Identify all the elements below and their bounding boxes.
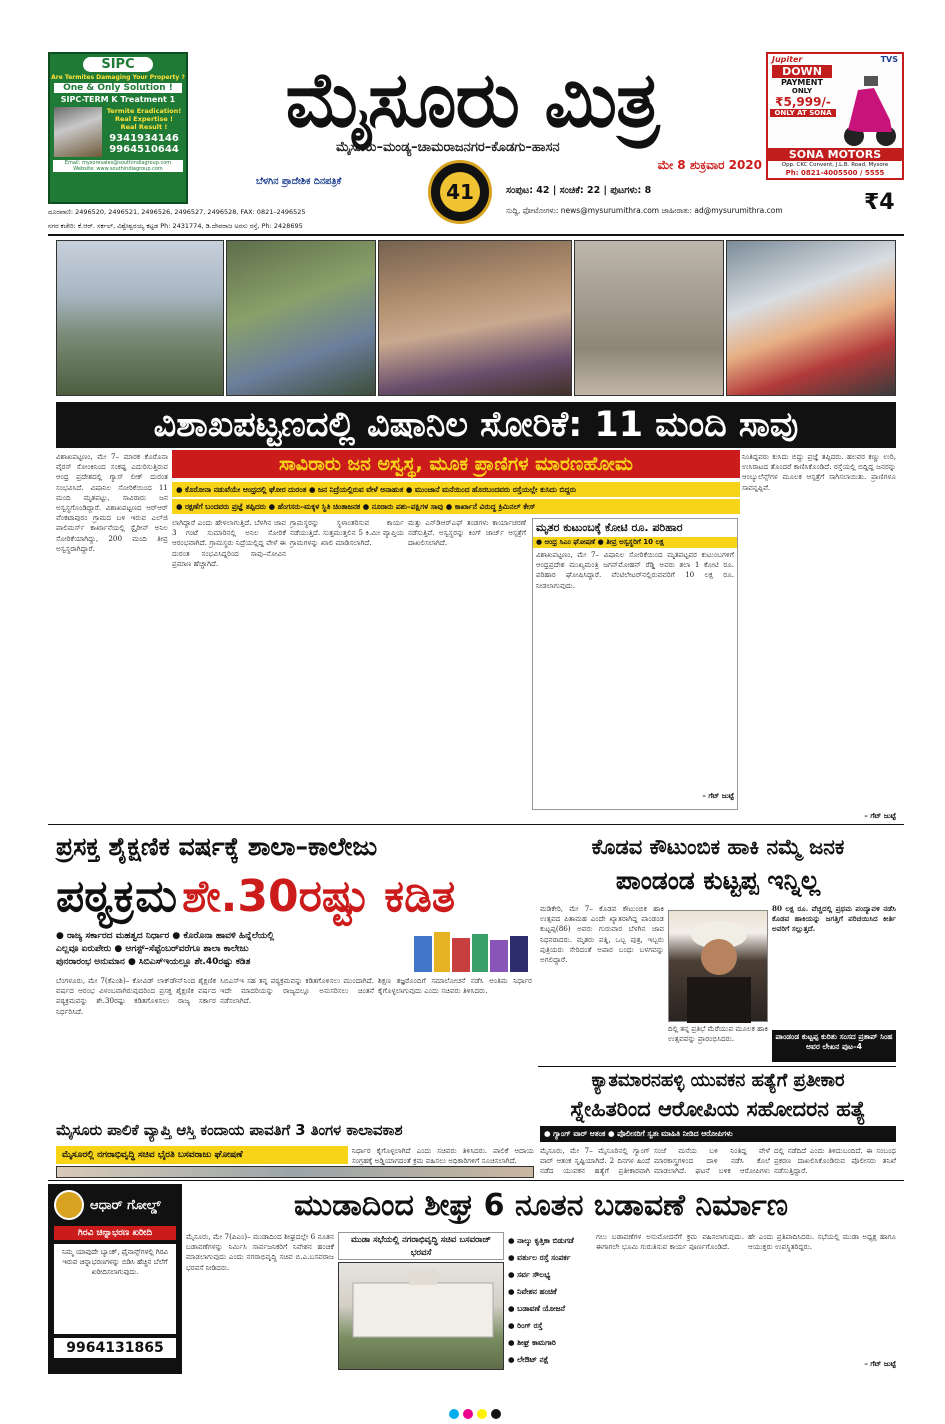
story6-list xyxy=(508,1232,592,1370)
lead-sidebox-sub: ● ಆಂಧ್ರ ಸಿಎಂ ಘೋಷಣೆ ● ತೀವ್ರ ಅಸ್ವಸ್ಥರಿಗೆ 10 ಲಕ್ಷ xyxy=(533,537,737,548)
story6-col-3: ಹೇ ಎಂದು ಪ್ರತಿಪಾದಿಸಿದರು. ಸಭೆಯಲ್ಲಿ ಮುಡಾ ಅಧ್ಯಕ್ಷ ಹಾಗೂ ಆಯುಕ್ತರು ಉಪಸ್ಥಿತರಿದ್ದರು. xyxy=(748,1232,896,1252)
story3-headline-2: ಪಾಂಡಂಡ ಕುಟ್ಟಪ್ಪ ಇನ್ನಿಲ್ಲ xyxy=(615,866,821,895)
ad-left-line6: Real Result ! xyxy=(120,123,168,131)
rule-after-lead xyxy=(48,824,904,825)
rule-story6 xyxy=(48,1180,904,1181)
ad-right-brand1: Jupiter xyxy=(772,55,803,64)
ad-right-phone: Ph: 0821-4005500 / 5555 xyxy=(785,169,885,177)
anniversary-number: 41 xyxy=(440,172,480,212)
story2-bullet-3: ಪುನರಾರಂಭ ಅನುಮಾನ ● ಸಿಬಿಎಸ್‌ಇಯಲ್ಲೂ ಶೇ.40ರಷ್ಟು ಕಡಿತ xyxy=(56,957,251,967)
ad-right-line2: PAYMENT xyxy=(781,78,823,87)
story6-list-item: ● ನಾಲ್ಕು ಕೃತ್ತಿಕಾ ಬಿಡುಗಡೆ xyxy=(508,1236,574,1245)
masthead-date: ಮೇ 8 ಶುಕ್ರವಾರ 2020 xyxy=(657,158,762,172)
story2-col-3: ಶಿಕ್ಷಣ ತಜ್ಞರೊಂದಿಗೆ ಸಮಾಲೋಚನೆ ನಡೆಸಿ ಅಂತಿಮ ನಿರ್ಧಾರ ಕೈಗೊಳ್ಳಲಾಗುವುದು ಎಂದು ಸಚಿವರು ತಿಳಿಸಿದರು. xyxy=(378,976,532,996)
lead-photo-2 xyxy=(226,240,376,396)
ad-bottom-title: ಆಧಾರ್ ಗೋಲ್ಡ್ xyxy=(90,1197,161,1213)
story2-col-2: ಸಿಬಿಎಸ್‌ಇ ಸಹ ತನ್ನ ಪಠ್ಯಕ್ರಮವನ್ನು ಕಡಿತಗೊಳಿಸಲು ಮುಂದಾಗಿದೆ. ಇದೇ ಮಾದರಿಯನ್ನು ರಾಜ್ಯದಲ್ಲೂ ಅನುಸರಿಸಲು ಚಿಂತನೆ ನಡೆಸಲಾಗಿದೆ. xyxy=(220,976,374,1006)
story3-headline-1: ಕೊಡವ ಕೌಟುಂಬಿಕ ಹಾಕಿ ನಮ್ಮೆ ಜನಕ xyxy=(591,835,845,859)
ad-left-line5: Real Expertise ! xyxy=(114,115,174,123)
lead-headline: ವಿಶಾಖಪಟ್ಟಣದಲ್ಲಿ ವಿಷಾನಿಲ ಸೋರಿಕೆ: 11 ಮಂದಿ ಸಾವು xyxy=(153,405,799,445)
story6-photo xyxy=(338,1262,504,1370)
ad-bottom-gold[interactable] xyxy=(48,1184,182,1374)
ad-right-scooter xyxy=(840,70,898,148)
story4-kicker: ಕ್ಯಾತಮಾರನಹಳ್ಳಿ ಯುವಕನ ಹತ್ಯೆಗೆ ಪ್ರತೀಕಾರ xyxy=(591,1070,845,1091)
story6-list-item: ● ನಿವೇಶನ ಹಂಚಿಕೆ xyxy=(508,1287,557,1296)
ad-right-dealer: SONA MOTORS xyxy=(768,148,902,161)
lead-bullets-1: ● ಕೊರೋನಾ ನಡುವೆಯೇ ಆಂಧ್ರದಲ್ಲಿ ಘೋರ ದುರಂತ ● ಜನ ನಿದ್ರೆಯಲ್ಲಿರುವ ವೇಳೆ ಅನಾಹುತ ● ಮುಂಜಾನೆ ಮನೆಯಿಂದ ಹೊರಬಂದವರು ರಸ್ತೆಯಲ್ಲೇ ಕುಸಿದು ಬಿದ್ದರು xyxy=(172,482,740,497)
lead-right-col xyxy=(742,452,896,820)
ad-right-tvs[interactable] xyxy=(766,52,904,180)
story5-col-1: ನಿರ್ಧಾರ ಕೈಗೊಳ್ಳಲಾಗಿದೆ ಎಂದು ಸಚಿವರು ತಿಳಿಸಿದರು. ಪಾಲಿಕೆ ಆದಾಯ ಸಂಗ್ರಹಕ್ಕೆ ಅಡ್ಡಿಯಾಗದಂತೆ ಕ್ರಮ ವಹಿಸಲು ಅಧಿಕಾರಿಗಳಿಗೆ ಸೂಚಿಸಲಾಗಿದೆ. xyxy=(352,1146,534,1166)
ad-left-brand: SIPC xyxy=(83,57,153,72)
story6-col-2: ಗಲು ಬಡಾವಣೆಗಳ ಅನುಮೋದನೆಗೆ ಕ್ರಮ ವಹಿಸಲಾಗುವುದು. ಈಗಾಗಲೇ ಭೂಮಿ ಗುರುತಿಸುವ ಕಾರ್ಯ ಪೂರ್ಣಗೊಂಡಿದೆ. xyxy=(596,1232,744,1252)
gold-logo-icon xyxy=(54,1190,84,1220)
story2-headline-b: ಶೇ.30ರಷ್ಟು ಕಡಿತ xyxy=(182,871,456,922)
story2-headline xyxy=(56,868,532,926)
story6-list-item: ● ಬಡಾವಣೆ ಯೋಜನೆ xyxy=(508,1304,566,1313)
lead-photo-1 xyxy=(56,240,224,396)
lead-col-4: ಮತ್ತು ಎನ್‌ಡಿಆರ್‌ಎಫ್ ತಂಡಗಳು ಕಾರ್ಯಾಚರಣೆ ನಡೆಸುತ್ತಿವೆ. ಅಸ್ವಸ್ಥರನ್ನು ಕಿಂಗ್ ಜಾರ್ಜ್ ಆಸ್ಪತ್ರೆಗೆ ದಾಖಲಿಸಲಾಗಿದೆ. xyxy=(408,518,526,548)
ad-right-line4: ONLY AT SONA xyxy=(770,109,836,117)
ad-left-email: Email: mysoresales@southindiagroup.com xyxy=(53,160,183,166)
lead-sidebox-title: ಮೃತರ ಕುಟುಂಬಕ್ಕೆ ಕೋಟಿ ರೂ. ಪರಿಹಾರ xyxy=(536,521,683,534)
masthead-contact: ಸುದ್ದಿ, ಫೋಟೋಗಳು: news@mysurumithra.com ಜಾಹೀರಾತು: ad@mysurumithra.com xyxy=(506,206,783,215)
story2-bullet-2: ಎಲ್ಲವೂ ಏರುಪೇರು ● ಆಗಸ್ಟ್–ಸೆಪ್ಟೆಂಬರ್‌ವರೆಗೂ ಶಾಲಾ ಕಾಲೇಜು xyxy=(56,944,249,954)
lead-right-text: ನಿಂತಿದ್ದವರು ಕುಸಿದು ಬಿದ್ದು ಪ್ರಜ್ಞೆ ತಪ್ಪಿದರು. ಹಲವರ ಕಣ್ಣು ಉರಿ, ಉಸಿರಾಟದ ತೊಂದರೆ ಕಾಣಿಸಿಕೊಂಡಿದೆ. ರಸ್ತೆಯಲ್ಲಿ ಬಿದ್ದಿದ್ದ ಜನರನ್ನು ಆಂಬ್ಯುಲೆನ್ಸ್‌ಗಳ ಮೂಲಕ ಆಸ್ಪತ್ರೆಗೆ ಸಾಗಿಸಲಾಯಿತು. ಪ್ರಾಣಿಗಳೂ ಸಾವನ್ನಪ್ಪಿವೆ. xyxy=(742,452,896,492)
story2-books-image xyxy=(410,930,532,972)
masthead-rule xyxy=(48,234,904,236)
masthead-phones: ದೂರವಾಣಿ: 2496520, 2496521, 2496526, 2496527, 2496528, FAX: 0821–2496525 xyxy=(48,208,306,216)
lead-headline-bar xyxy=(56,402,896,448)
ad-left-phone1: 9341934146 xyxy=(109,133,179,144)
story3-caption: ದಿಲ್ಲಿ ತನ್ನ ಪ್ರತಿಭೆ ಮೆರೆಯುವ ಮೂಲಕ ಹಾಕಿ ಉತ್ಸವವನ್ನು ಪ್ರಾರಂಭಿಸಿದರು. xyxy=(668,1024,768,1044)
ad-bottom-text: ನಿಮ್ಮ ಯಾವುದೇ ಬ್ಯಾಂಕ್, ಫೈನಾನ್ಸ್‌ಗಳಲ್ಲಿ ಗಿರವಿ ಇರುವ ಚಿನ್ನಾಭರಣಗಳನ್ನು ಬಿಡಿಸಿ ಹೆಚ್ಚಿನ ಬೆಲೆಗೆ ಖರೀದಿಸಲಾಗುವುದು. xyxy=(54,1244,176,1334)
ad-left-image xyxy=(54,107,102,157)
lead-photo-3 xyxy=(378,240,572,396)
ad-right-line1: DOWN xyxy=(772,65,832,78)
story6-list-item: ● ರಿಂಗ್ ರಸ್ತೆ xyxy=(508,1321,543,1330)
lead-subhead: ಸಾವಿರಾರು ಜನ ಅಸ್ವಸ್ಥ, ಮೂಕ ಪ್ರಾಣಿಗಳ ಮಾರಣಹೋಮ xyxy=(279,453,633,475)
story5-photo xyxy=(56,1166,534,1178)
ad-left-line4: Termite Eradication! xyxy=(106,107,182,115)
ad-right-brand2: TVS xyxy=(880,55,898,64)
story2-bullet-1: ● ರಾಜ್ಯ ಸರ್ಕಾರದ ಮಹತ್ವದ ನಿರ್ಧಾರ ● ಕೊರೊನಾ ಹಾವಳಿ ಹಿನ್ನೆಲೆಯಲ್ಲಿ xyxy=(56,931,275,941)
ad-left-line1: Are Termites Damaging Your Property ? xyxy=(51,74,185,81)
lead-col-1: ವಿಶಾಖಪಟ್ಟಣಂ, ಮೇ 7– ಮಾರಕ ಕೊರೊನಾ ವೈರಸ್ ಸೋಂಕಿನಿಂದ ಸಂಕಷ್ಟ ಎದುರಿಸುತ್ತಿರುವ ಆಂಧ್ರ ಪ್ರದೇಶದಲ್ಲಿ ಗ್ಯಾಸ್ ಲೀಕ್ ದುರಂತ ಸಂಭವಿಸಿದೆ. ವಿಷಾನಿಲ ಸೋರಿಕೆಯಿಂದ 11 ಮಂದಿ ಮೃತಪಟ್ಟು, ಸಾವಿರಾರು ಜನ ಅಸ್ವಸ್ಥಗೊಂಡಿದ್ದಾರೆ. ವಿಶಾಖಪಟ್ಟಣದ ಆರ್‌ಆರ್ ವೆಂಕಟಾಪುರಂ ಗ್ರಾಮದ ಬಳಿ ಇರುವ ಎಲ್‌ಜಿ ಪಾಲಿಮರ್ಸ್ ಕಾರ್ಖಾನೆಯಲ್ಲಿ ಸ್ಟೈರೀನ್ ಅನಿಲ ಸೋರಿಕೆಯಾಗಿದ್ದು, 200 ಮಂದಿ ತೀವ್ರ ಅಸ್ವಸ್ಥರಾಗಿದ್ದಾರೆ. xyxy=(56,452,168,553)
lead-sidebox-text: ವಿಶಾಖಪಟ್ಟಣಂ, ಮೇ 7– ವಿಷಾನಿಲ ಸೋರಿಕೆಯಿಂದ ಮೃತಪಟ್ಟವರ ಕುಟುಂಬಗಳಿಗೆ ಆಂಧ್ರಪ್ರದೇಶ ಮುಖ್ಯಮಂತ್ರಿ ಜಗನ್‌ಮೋಹನ್ ರೆಡ್ಡಿ ಅವರು ತಲಾ 1 ಕೋಟಿ ರೂ. ಪರಿಹಾರ ಘೋಷಿಸಿದ್ದಾರೆ. ವೆಂಟಿಲೇಟರ್‌ನಲ್ಲಿರುವವರಿಗೆ 10 ಲಕ್ಷ ರೂ. ನೀಡಲಾಗುವುದು. xyxy=(536,550,734,590)
masthead-subtitle: ಮೈಸೂರು–ಮಂಡ್ಯ–ಚಾಮರಾಜನಗರ–ಕೊಡಗು–ಹಾಸನ xyxy=(336,140,560,155)
story6-headline: ಮುಡಾದಿಂದ ಶೀಘ್ರ 6 ನೂತನ ಬಡಾವಣೆ ನಿರ್ಮಾಣ xyxy=(294,1188,788,1223)
lead-photo-5 xyxy=(726,240,896,396)
ad-bottom-phone: 9964131865 xyxy=(54,1338,176,1358)
lead-sidebox xyxy=(532,518,738,810)
lead-right-byline: – ಗೆಟ್ ಜುಟ್ಟೆ xyxy=(864,812,896,820)
price: ₹4 xyxy=(864,190,895,215)
lead-sidebox-byline: – ಗೆಟ್ ಜುಟ್ಟೆ xyxy=(702,792,734,800)
story6-byline: – ಗೆಟ್ ಜುಟ್ಟೆ xyxy=(864,1360,896,1368)
color-registration-marks xyxy=(420,1404,530,1416)
story6-photo-caption: ಮುಡಾ ಸಭೆಯಲ್ಲಿ ನಗರಾಭಿವೃದ್ಧಿ ಸಚಿವ ಬಸವರಾಜ್ ಭರವಸೆ xyxy=(338,1232,504,1260)
ad-left-line3: SIPC-TERM K Treatment 1 xyxy=(60,95,176,104)
story4-headline: ಸ್ನೇಹಿತರಿಂದ ಆರೋಪಿಯ ಸಹೋದರನ ಹತ್ಯೆ xyxy=(570,1097,866,1121)
story3-portrait xyxy=(668,910,768,1022)
lead-col-3: ಗ್ರಾಮಸ್ಥರನ್ನು ಸ್ಥಳಾಂತರಿಸುವ ಕಾರ್ಯ ನಡೆಯುತ್ತಿದೆ. ಸುತ್ತಮುತ್ತಲಿನ 5 ಕಿ.ಮೀ ವ್ಯಾಪ್ತಿಯ ಗ್ರಾಮಗಳನ್ನು ಖಾಲಿ ಮಾಡಿಸಲಾಗಿದೆ. xyxy=(290,518,404,548)
story3-text: ಮಡಿಕೇರಿ, ಮೇ 7– ಕೊಡವ ಕೌಟುಂಬಿಕ ಹಾಕಿ ಉತ್ಸವದ ಪಿತಾಮಹ ಎಂದೇ ಖ್ಯಾತರಾಗಿದ್ದ ಪಾಂಡಂಡ ಕುಟ್ಟಪ್ಪ(86) ಅವರು ಗುರುವಾರ ಬೆಳಗಿನ ಜಾವ ನಿಧನರಾದರು. ಮೃತರು ಪತ್ನಿ, ಒಬ್ಬ ಪುತ್ರ, ಇಬ್ಬರು ಪುತ್ರಿಯರು ಸೇರಿದಂತೆ ಅಪಾರ ಬಂಧು ಬಳಗವನ್ನು ಅಗಲಿದ್ದಾರೆ. xyxy=(540,904,664,965)
masthead-title: ಮೈಸೂರು ಮಿತ್ರ xyxy=(285,55,659,144)
ad-left-line2: One & Only Solution ! xyxy=(54,83,182,93)
masthead-tagline: ಬೆಳಗಿನ ಪ್ರಾದೇಶಿಕ ದಿನಪತ್ರಿಕೆ xyxy=(256,176,342,187)
issue-info: ಸಂಪುಟ: 42 | ಸಂಚಿಕೆ: 22 | ಪುಟಗಳು: 8 xyxy=(506,185,652,196)
ad-left-web: Website: www.southindiagroup.com xyxy=(53,166,183,172)
story2-col-1: ಬೆಂಗಳೂರು, ಮೇ 7(ಕೆಎಂಶಿ)– ಕೋವಿಡ್ ಲಾಕ್‌ಡೌನ್‌ನಿಂದ ಶೈಕ್ಷಣಿಕ ವರ್ಷದ ಆರಂಭ ವಿಳಂಬವಾಗಿರುವುದರಿಂದ ಪ್ರಸಕ್ತ ಶೈಕ್ಷಣಿಕ ವರ್ಷದ ಪಠ್ಯಕ್ರಮವನ್ನು ಶೇ.30ರಷ್ಟು ಕಡಿತಗೊಳಿಸಲು ರಾಜ್ಯ ಸರ್ಕಾರ ನಿರ್ಧರಿಸಿದೆ. xyxy=(56,976,216,1016)
story2-bullets xyxy=(56,930,396,969)
lead-subhead-bar xyxy=(172,450,740,478)
story4-col-2: ಸಂಜೆ ಮನೆಯ ಬಳಿ ನಿಂತಿದ್ದ ವೇಳೆ ಮಾರಕಾಸ್ತ್ರಗಳಿಂದ ದಾಳಿ ನಡೆಸಿ ಕೊಲೆ ಮಾಡಲಾಗಿದೆ. ಘಟನೆ ಬಳಿಕ ಆರೋಪಿಗಳು xyxy=(654,1146,770,1176)
story5-headline: ಮೈಸೂರು ಪಾಲಿಕೆ ವ್ಯಾಪ್ತಿ ಆಸ್ತಿ ಕಂದಾಯ ಪಾವತಿಗೆ 3 ತಿಂಗಳ ಕಾಲಾವಕಾಶ xyxy=(56,1122,403,1139)
ad-right-line3: ONLY xyxy=(791,87,813,95)
story6-list-item: ● ವರ್ತುಲ ರಸ್ತೆ ಸಂಪರ್ಕ xyxy=(508,1253,571,1262)
ad-left-sipc[interactable] xyxy=(48,52,188,204)
story3-infobox: ಪಾಂಡಂಡ ಕುಟ್ಟಪ್ಪ ಕುರಿತು ಸಂಸದ ಪ್ರತಾಪ್ ಸಿಂಹ ಅವರ ಲೇಖನ ಪುಟ–4 xyxy=(772,1030,896,1062)
story5-subhead: ಮೈಸೂರಲ್ಲಿ ನಗರಾಭಿವೃದ್ಧಿ ಸಚಿವ ಭೈರತಿ ಬಸವರಾಜು ಘೋಷಣೆ xyxy=(56,1146,348,1164)
story2-headline-a: ಪಠ್ಯಕ್ರಮ xyxy=(56,871,178,922)
anniversary-seal xyxy=(428,160,492,224)
ad-right-price: ₹5,999/- xyxy=(775,95,831,109)
ad-left-phone2: 9964510644 xyxy=(109,144,179,155)
story6-list-item: ● ಶೀಘ್ರ ಕಾಮಗಾರಿ xyxy=(508,1338,556,1347)
story2-kicker: ಪ್ರಸಕ್ತ ಶೈಕ್ಷಣಿಕ ವರ್ಷಕ್ಕೆ ಶಾಲಾ–ಕಾಲೇಜು xyxy=(56,832,378,861)
story6-list-item: ● ಲೇಔಟ್ ನಕ್ಷೆ xyxy=(508,1355,549,1364)
lead-col-2: ಲಾಗಿದ್ದಾರೆ ಎಂದು ಹೇಳಲಾಗುತ್ತಿದೆ. ಬೆಳಗಿನ ಜಾವ 3 ಗಂಟೆ ಸುಮಾರಿನಲ್ಲಿ ಅನಿಲ ಸೋರಿಕೆ ಆರಂಭವಾಗಿದೆ. ಗ್ರಾಮಸ್ಥರು ನಿದ್ರೆಯಲ್ಲಿದ್ದ ವೇಳೆ ಈ ದುರಂತ ಸಂಭವಿಸಿದ್ದರಿಂದ ಸಾವು–ನೋವಿನ ಪ್ರಮಾಣ ಹೆಚ್ಚಾಗಿದೆ. xyxy=(172,518,286,568)
story6-col-1: ಮೈಸೂರು, ಮೇ 7(ಪಿಎಂ)– ಮುಡಾದಿಂದ ಶೀಘ್ರದಲ್ಲೇ 6 ನೂತನ ಬಡಾವಣೆಗಳನ್ನು ನಿರ್ಮಿಸಿ ಸಾರ್ವಜನಿಕರಿಗೆ ನಿವೇಶನ ಹಂಚಿಕೆ ಮಾಡಲಾಗುವುದು ಎಂದು ನಗರಾಭಿವೃದ್ಧಿ ಸಚಿವ ಬಿ.ಎ.ಬಸವರಾಜ ಭರವಸೆ ನೀಡಿದರು. xyxy=(186,1232,334,1272)
lead-bullets-2: ● ರಕ್ಷಣೆಗೆ ಬಂದವರು ಪ್ರಜ್ಞೆ ತಪ್ಪಿದರು ● ಹೆಂಗಸರು–ಮಕ್ಕಳ ಸ್ಥಿತಿ ಚಿಂತಾಜನಕ ● ನೂರಾರು ಪಶು–ಪಕ್ಷಿಗಳ ಸಾವು ● ಕಾರ್ಖಾನೆ ವಿರುದ್ಧ ಕ್ರಿಮಿನಲ್ ಕೇಸ್ xyxy=(172,499,740,514)
story4-bullets: ● ಗ್ಯಾಂಗ್ ವಾರ್ ಆತಂಕ ● ಪೊಲೀಸರಿಗೆ ಸ್ವತಃ ಮಾಹಿತಿ ನೀಡಿದ ಆರೋಪಿಗಳು xyxy=(540,1126,896,1142)
story4-col-1: ಮೈಸೂರು, ಮೇ 7– ಮೈಸೂರಿನಲ್ಲಿ ಗ್ಯಾಂಗ್ ವಾರ್ ಆತಂಕ ಸೃಷ್ಟಿಯಾಗಿದೆ. 2 ದಿನಗಳ ಹಿಂದೆ ನಡೆದ ಯುವಕನ ಹತ್ಯೆಗೆ ಪ್ರತೀಕಾರವಾಗಿ xyxy=(540,1146,650,1176)
story3-quote: 80 ಲಕ್ಷ ರೂ. ವೆಚ್ಚದಲ್ಲಿ ಪ್ರಥಮ ಪಂದ್ಯಾವಳಿ ನಡೆಸಿ ಕೊಡವ ಹಾಕಿಯನ್ನು ಜಗತ್ತಿಗೆ ಪರಿಚಯಿಸಿದ ಕೀರ್ತಿ ಅವರಿಗೆ ಸಲ್ಲುತ್ತದೆ. xyxy=(772,904,896,934)
ad-bottom-subtitle: ಗಿರವಿ ಚಿನ್ನಾಭರಣ ಖರೀದಿ xyxy=(54,1226,176,1240)
story4-col-3: ದಲ್ಲಿ ನಡೆದಿದೆ ಎಂದು ತಿಳಿದುಬಂದಿದೆ. ಈ ಸಂಬಂಧ ಪ್ರಕರಣ ದಾಖಲಿಸಿಕೊಂಡಿರುವ ಪೊಲೀಸರು ತನಿಖೆ ನಡೆಸುತ್ತಿದ್ದಾರೆ. xyxy=(774,1146,896,1176)
lead-photo-4 xyxy=(574,240,724,396)
story6-list-item: ● ಸರ್ವ ಸೌಲಭ್ಯ xyxy=(508,1270,551,1279)
masthead-office: ನಗರ ಕಚೇರಿ: ಕೆ.ಆರ್. ಸರ್ಕಲ್, ವಿಶ್ವೇಶ್ವರಯ್ಯ ಕಟ್ಟಡ Ph: 2431774, ಡಿ.ದೇವರಾಜ ಅರಸು ರಸ್ತೆ, Ph: 2428695 xyxy=(48,222,303,230)
rule-story3 xyxy=(538,1066,896,1067)
ad-right-address: Opp. CKC Convent, J.L.B. Road, Mysore xyxy=(781,162,889,168)
